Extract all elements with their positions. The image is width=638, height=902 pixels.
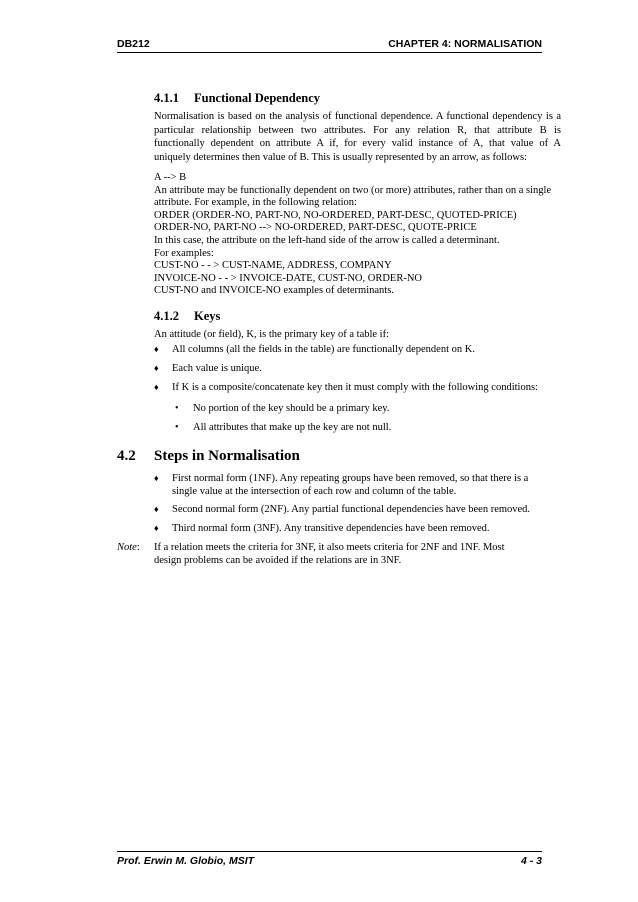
text-line: INVOICE-NO - - > INVOICE-DATE, CUST-NO, ORDER-NO [154, 272, 423, 284]
note-line: design problems can be avoided if the relations are in 3NF. [154, 554, 402, 566]
functional-dependency-paragraph [154, 110, 561, 164]
section-4-1-2-heading [154, 309, 220, 324]
section-4-1-1-heading [154, 91, 320, 106]
note-label: Note: [117, 542, 140, 553]
text-line: In this case, the attribute on the left-hand side of the arrow is called a determinant. [154, 234, 500, 246]
course-code: DB212 [117, 38, 150, 50]
note-text [154, 542, 564, 567]
text-line: ORDER (ORDER-NO, PART-NO, NO-ORDERED, PART-DESC, QUOTED-PRICE) [154, 209, 517, 221]
section-number: 4.1.1 [154, 91, 179, 105]
list-item [154, 381, 564, 395]
diamond-bullet-icon: ♦ [154, 344, 159, 354]
text-line: CUST-NO and INVOICE-NO examples of determinants. [154, 285, 394, 297]
paragraph-line: particular relationship between two attributes. For any relation R, that attribute B is [154, 124, 561, 136]
list-item-text: Each value is unique. [172, 363, 262, 374]
list-item-text: All columns (all the fields in the table) are functionally dependent on K. [172, 344, 475, 355]
page-header [117, 38, 542, 52]
paragraph-line: uniquely determines then value of B. This is usually represented by an arrow, as follows: [154, 151, 527, 163]
section-title: Functional Dependency [194, 91, 321, 105]
diamond-bullet-icon: ♦ [154, 382, 159, 392]
note-line: If a relation meets the criteria for 3NF, it also meets criteria for 2NF and 1NF. Most [154, 542, 505, 553]
diamond-bullet-icon: ♦ [154, 363, 159, 373]
section-title: Keys [194, 309, 221, 323]
sub-list-item [175, 421, 555, 435]
header-rule [117, 52, 542, 53]
list-item-text: If K is a composite/concatenate key then it must comply with the following conditions: [172, 382, 538, 393]
list-item [154, 522, 564, 536]
author-name: Prof. Erwin M. Globio, MSIT [117, 855, 255, 867]
sub-list-item-text: No portion of the key should be a primary key. [193, 403, 390, 414]
diamond-bullet-icon: ♦ [154, 504, 159, 514]
diamond-bullet-icon: ♦ [154, 473, 159, 483]
note-label-text: Note [117, 542, 137, 553]
text-line: An attribute may be functionally dependent on two (or more) attributes, rather than on a single [154, 184, 552, 196]
round-bullet-icon: • [175, 422, 179, 433]
list-item [154, 503, 564, 517]
round-bullet-icon: • [175, 403, 179, 414]
list-item-line: First normal form (1NF). Any repeating groups have been removed, so that there is a [172, 473, 529, 484]
text-line: CUST-NO - - > CUST-NAME, ADDRESS, COMPANY [154, 260, 392, 272]
section-title: Steps in Normalisation [154, 448, 300, 464]
dependency-examples [154, 172, 564, 298]
section-4-2-heading [117, 448, 300, 465]
list-item-line: single value at the intersection of each row and column of the table. [172, 486, 457, 497]
list-item [154, 343, 564, 357]
page-number: 4 - 3 [520, 855, 542, 867]
paragraph-line: Normalisation is based on the analysis of functional dependence. A functional dependency is a [154, 111, 561, 122]
list-item-text: Third normal form (3NF). Any transitive dependencies have been removed. [172, 523, 490, 534]
page-footer [117, 855, 542, 869]
sub-list-item-text: All attributes that make up the key are not null. [193, 422, 392, 433]
sub-list-item [175, 402, 555, 416]
text-line: A --> B [154, 172, 187, 183]
text-line: attribute. For example, in the following relation: [154, 197, 357, 209]
list-item [154, 472, 564, 500]
footer-rule [117, 851, 542, 852]
list-item-text [172, 472, 564, 498]
text-line: For examples: [154, 247, 214, 259]
diamond-bullet-icon: ♦ [154, 523, 159, 533]
paragraph-line: functionally dependent on attribute A if, for every valid instance of A, that value of A [154, 138, 561, 149]
text-line: ORDER-NO, PART-NO --> NO-ORDERED, PART-DESC, QUOTE-PRICE [154, 222, 477, 234]
list-item [154, 362, 564, 376]
chapter-title: CHAPTER 4: NORMALISATION [388, 38, 542, 50]
section-number: 4.1.2 [154, 309, 179, 323]
keys-intro: An attitude (or field), K, is the primary key of a table if: [154, 329, 390, 340]
list-item-text: Second normal form (2NF). Any partial functional dependencies have been removed. [172, 504, 531, 515]
section-number: 4.2 [117, 448, 136, 464]
